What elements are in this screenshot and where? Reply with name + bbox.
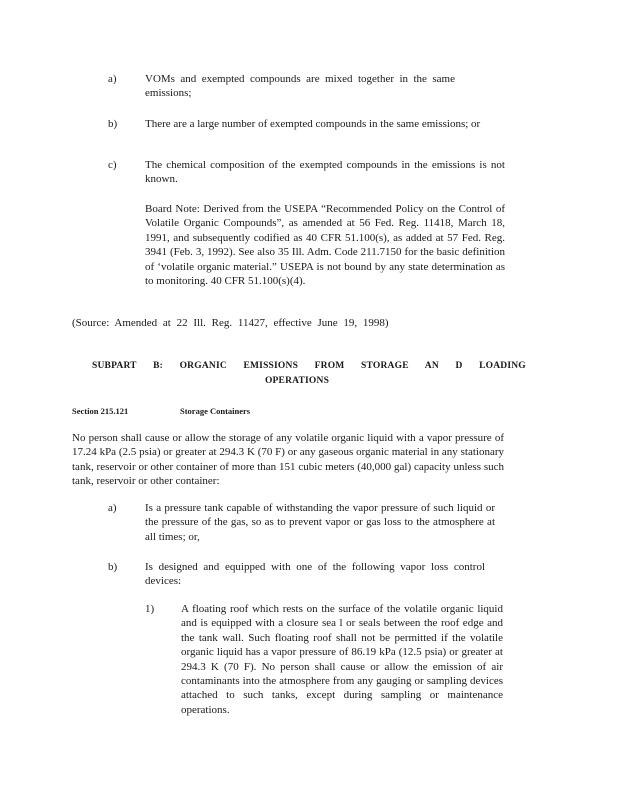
sub-item-1: A floating roof which rests on the surface of the volatile organic liquid and is equipped with a closure sea l or seals between the roof edge and the tank wall. Such floating roof shall not be permitted if the volatile organic liquid has a vapor pressure of 86.19 kPa (12.5 psia) or greater at 294.3 K (70 F). No person shall cause or allow the emission of air contaminants into the atmosphere from any gauging or sampling devices attached to such tanks, except during sampling or maintenance operations. [181, 603, 503, 716]
section-number: Section 215.121 [72, 406, 129, 416]
list-item-b: There are a large number of exempted compounds in the same emissions; or [145, 118, 481, 130]
list2-label-b: b) [108, 561, 118, 573]
list2-label-a: a) [108, 502, 117, 514]
list-label-a: a) [108, 73, 117, 85]
intro-paragraph: No person shall cause or allow the storage of any volatile organic liquid with a vapor pressure of 17.24 kPa (2.5 psia) or greater at 294.3 K (70 F) or any gaseous organic material in any stationary tank, reservoir or other container of more than 151 cubic meters (40,000 gal) capacity unless such tank, reservoir or other container: [72, 432, 504, 488]
source-note: (Source: Amended at 22 Ill. Reg. 11427, effective June 19, 1998) [72, 317, 389, 329]
section-title: Storage Containers [180, 406, 251, 416]
list-label-b: b) [108, 118, 118, 130]
list2-item-b: Is designed and equipped with one of the following vapor loss control devices: [145, 561, 485, 588]
list-label-c: c) [108, 159, 117, 171]
sub-label-1: 1) [145, 603, 155, 615]
subpart-heading-line2: OPERATIONS [264, 376, 330, 386]
board-note: Board Note: Derived from the USEPA “Recommended Policy on the Control of Volatile Organic Compounds”, as amended at 56 Fed. Reg. 11418, March 18, 1991, and subsequently codified as 40 CFR 51.100(s), as added at 57 Fed. Reg. 3941 (Feb. 3, 1992). See also 35 Ill. Adm. Code 211.7150 for the basic definition of ‘volatile organic material.” USEPA is not bound by any state determination as to monitoring. 40 CFR 51.100(s)(4). [145, 203, 505, 288]
list2-item-a: Is a pressure tank capable of withstanding the vapor pressure of such liquid or the pressure of the gas, so as to prevent vapor or gas loss to the atmosphere at all times; or, [145, 502, 495, 543]
list-item-a: VOMs and exempted compounds are mixed together in the same emissions; [145, 73, 455, 100]
list-item-c: The chemical composition of the exempted compounds in the emissions is not known. [145, 159, 505, 186]
subpart-heading: SUBPART B: ORGANIC EMISSIONS FROM STORAGE AN D LOADING [92, 361, 526, 371]
